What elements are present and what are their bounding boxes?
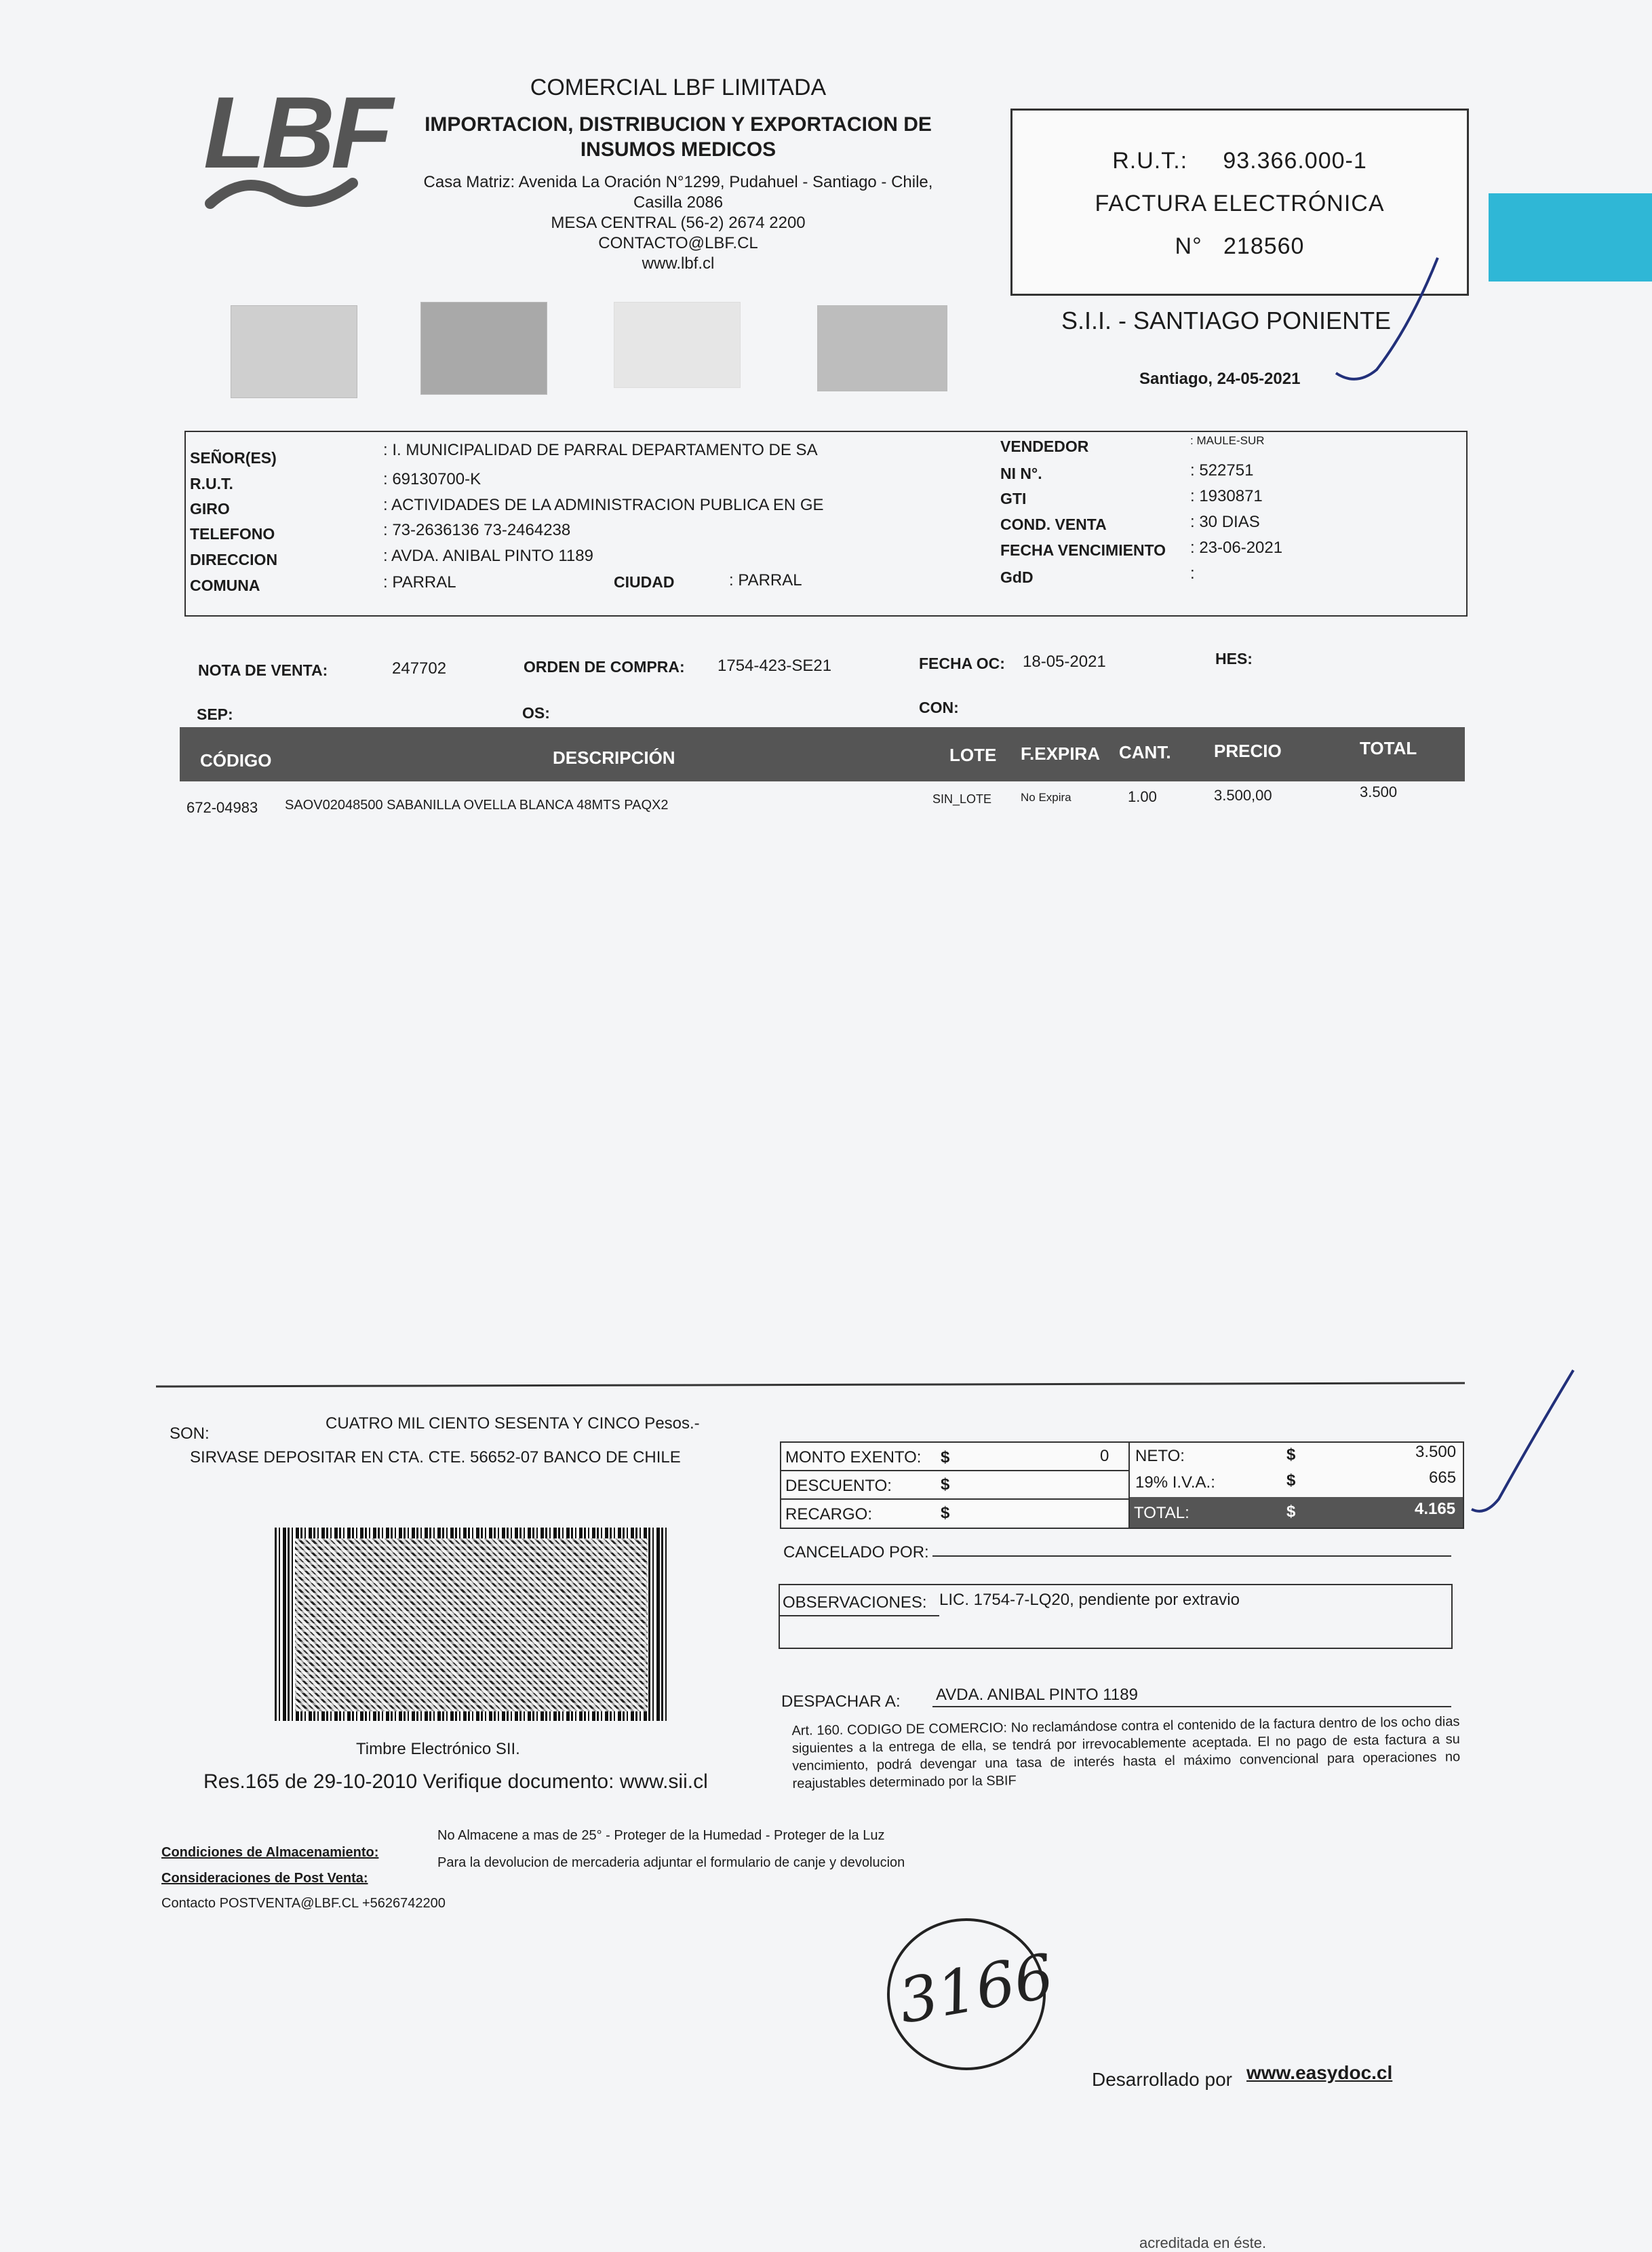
product-image-surgeon	[420, 302, 547, 395]
vencimiento-value: : 23-06-2021	[1190, 539, 1283, 557]
descuento-symbol: $	[941, 1475, 950, 1494]
despachar-label: DESPACHAR A:	[781, 1692, 901, 1711]
company-address-2: Casilla 2086	[633, 193, 724, 212]
obs-value: LIC. 1754-7-LQ20, pendiente por extravio	[939, 1591, 1240, 1609]
recargo-symbol: $	[941, 1504, 950, 1522]
row-precio: 3.500,00	[1214, 787, 1272, 804]
exento-symbol: $	[941, 1448, 950, 1467]
company-web[interactable]: www.lbf.cl	[642, 254, 715, 273]
recargo-label: RECARGO:	[785, 1505, 873, 1523]
neto-symbol: $	[1286, 1445, 1296, 1464]
observaciones-box	[779, 1584, 1453, 1649]
iva-label: 19% I.V.A.:	[1135, 1473, 1215, 1492]
col-lote: LOTE	[949, 745, 997, 765]
resolution-text: Res.165 de 29-10-2010 Verifique documento: www.sii.cl	[203, 1770, 708, 1793]
comuna-value: : PARRAL	[383, 573, 456, 591]
check-mark-icon	[1329, 251, 1451, 393]
separator-line	[156, 1382, 1465, 1387]
company-name: COMERCIAL LBF LIMITADA	[530, 75, 827, 100]
nota-venta-value: 247702	[392, 659, 447, 678]
developed-by-label: Desarrollado por	[1092, 2069, 1232, 2090]
cancelado-line	[932, 1555, 1451, 1557]
orden-compra-value: 1754-423-SE21	[717, 657, 832, 675]
col-fexpira: F.EXPIRA	[1021, 743, 1101, 764]
telefono-value: : 73-2636136 73-2464238	[383, 521, 571, 539]
logo-wave-icon	[203, 170, 359, 217]
orden-compra-label: ORDEN DE COMPRA:	[524, 658, 685, 676]
barcode-pattern	[295, 1538, 648, 1711]
gdd-value: :	[1190, 564, 1195, 583]
neto-value: 3.500	[1415, 1443, 1457, 1461]
col-descripcion: DESCRIPCIÓN	[553, 748, 675, 768]
vencimiento-label: FECHA VENCIMIENTO	[1000, 541, 1166, 559]
totals-check-icon	[1465, 1363, 1587, 1519]
ciudad-value: : PARRAL	[729, 571, 802, 589]
developer-link[interactable]: www.easydoc.cl	[1246, 2062, 1393, 2083]
invoice-number-label: N°	[1175, 233, 1202, 259]
company-activity-1: IMPORTACION, DISTRIBUCION Y EXPORTACION DE	[425, 113, 932, 136]
iva-value: 665	[1429, 1469, 1457, 1487]
direccion-label: DIRECCION	[190, 551, 278, 568]
son-label: SON:	[170, 1424, 210, 1443]
direccion-value: : AVDA. ANIBAL PINTO 1189	[383, 547, 593, 565]
col-cant: CANT.	[1119, 742, 1171, 762]
sep-label: SEP:	[197, 705, 233, 723]
neto-label: NETO:	[1135, 1447, 1185, 1465]
vendedor-value: : MAULE-SUR	[1190, 434, 1265, 447]
os-label: OS:	[522, 704, 550, 722]
client-info-box	[184, 431, 1468, 617]
cancelado-label: CANCELADO POR:	[783, 1543, 929, 1561]
rut-client-label: R.U.T.	[190, 475, 233, 492]
handwritten-number: 3166	[893, 1940, 1059, 2038]
blue-strip	[1489, 193, 1652, 282]
totals-divider-h2	[781, 1498, 1128, 1500]
iva-symbol: $	[1286, 1471, 1296, 1490]
company-activity-2: INSUMOS MEDICOS	[580, 138, 776, 161]
row-desc: SAOV02048500 SABANILLA OVELLA BLANCA 48MTS PAQX2	[285, 798, 669, 813]
senores-label: SEÑOR(ES)	[190, 449, 277, 467]
rut-label: R.U.T.:	[1112, 148, 1188, 174]
total-symbol: $	[1286, 1502, 1296, 1521]
place-date: Santiago, 24-05-2021	[1139, 370, 1301, 388]
exento-value: 0	[1100, 1447, 1109, 1465]
postventa-label: Consideraciones de Post Venta:	[161, 1871, 368, 1886]
obs-label: OBSERVACIONES:	[783, 1593, 927, 1612]
ni-label: NI N°.	[1000, 465, 1042, 482]
despachar-value: AVDA. ANIBAL PINTO 1189	[936, 1686, 1138, 1704]
total-label: TOTAL:	[1134, 1504, 1189, 1522]
totals-divider-h1	[781, 1470, 1128, 1471]
exento-label: MONTO EXENTO:	[785, 1448, 922, 1467]
invoice-type: FACTURA ELECTRÓNICA	[1095, 191, 1385, 216]
total-value: 4.165	[1415, 1500, 1456, 1518]
row-code: 672-04983	[186, 799, 258, 816]
row-lote: SIN_LOTE	[932, 792, 992, 806]
total-row	[1130, 1497, 1463, 1528]
company-phone: MESA CENTRAL (56-2) 2674 2200	[551, 213, 806, 232]
product-image-cloth	[614, 302, 741, 388]
fecha-oc-label: FECHA OC:	[919, 655, 1005, 672]
product-image-device	[817, 305, 947, 391]
sii-office: S.I.I. - SANTIAGO PONIENTE	[1061, 307, 1392, 334]
rut-value: 93.366.000-1	[1223, 148, 1367, 174]
ciudad-label: CIUDAD	[614, 573, 675, 591]
table-row	[186, 780, 1461, 821]
postventa-value: Para la devolucion de mercaderia adjuntar el formulario de canje y devolucion	[437, 1855, 905, 1870]
col-total: TOTAL	[1360, 738, 1417, 758]
col-precio: PRECIO	[1214, 741, 1282, 761]
row-expira: No Expira	[1021, 791, 1071, 804]
hes-label: HES:	[1215, 650, 1253, 667]
lbf-logo: LBF	[203, 75, 389, 189]
senores-value: : I. MUNICIPALIDAD DE PARRAL DEPARTAMENTO DE SA	[383, 441, 818, 459]
descuento-label: DESCUENTO:	[785, 1477, 892, 1495]
col-codigo: CÓDIGO	[200, 750, 272, 771]
postventa-contact: Contacto POSTVENTA@LBF.CL +5626742200	[161, 1896, 446, 1911]
cond-venta-label: COND. VENTA	[1000, 516, 1107, 533]
company-address-1: Casa Matriz: Avenida La Oración N°1299, Pudahuel - Santiago - Chile,	[423, 172, 933, 191]
comuna-label: COMUNA	[190, 577, 260, 594]
electronic-stamp-barcode	[275, 1528, 668, 1721]
telefono-label: TELEFONO	[190, 525, 275, 543]
despachar-line	[932, 1706, 1451, 1707]
con-label: CON:	[919, 699, 959, 716]
company-email: CONTACTO@LBF.CL	[598, 233, 758, 252]
giro-label: GIRO	[190, 500, 230, 518]
giro-value: : ACTIVIDADES DE LA ADMINISTRACION PUBLICA EN GE	[383, 496, 824, 514]
cut-bottom-text: acreditada en éste.	[1139, 2234, 1267, 2251]
deposit-text: SIRVASE DEPOSITAR EN CTA. CTE. 56652-07 BANCO DE CHILE	[190, 1448, 681, 1467]
fecha-oc-value: 18-05-2021	[1023, 653, 1106, 671]
row-total: 3.500	[1360, 783, 1398, 800]
son-text: CUATRO MIL CIENTO SESENTA Y CINCO Pesos.-	[326, 1414, 700, 1433]
vendedor-label: VENDEDOR	[1000, 438, 1089, 455]
almacen-label: Condiciones de Almacenamiento:	[161, 1845, 379, 1860]
product-image-gauze	[231, 305, 357, 398]
invoice-number: 218560	[1223, 233, 1305, 259]
company-header	[393, 73, 963, 274]
nota-venta-label: NOTA DE VENTA:	[198, 661, 328, 679]
obs-underline	[780, 1615, 939, 1616]
almacen-value: No Almacene a mas de 25° - Proteger de la Humedad - Proteger de la Luz	[437, 1828, 885, 1843]
row-cant: 1.00	[1128, 788, 1157, 805]
art-160-note: Art. 160. CODIGO DE COMERCIO: No reclamándose contra el contenido de la factura dentro de los ocho dias siguientes a la entrega de ella, se tendrá por irrevocablemente aceptada. El no pago de esta factura a su vencimiento, podrá devengar una tasa de interés hasta el máximo convencional para operaciones no reajustables determinado por la SBIF	[791, 1714, 1461, 1791]
totals-table	[780, 1441, 1464, 1529]
gdd-label: GdD	[1000, 568, 1034, 586]
items-table-header	[180, 727, 1465, 781]
gti-label: GTI	[1000, 490, 1027, 507]
cond-venta-value: : 30 DIAS	[1190, 513, 1260, 531]
timbre-label: Timbre Electrónico SII.	[356, 1740, 520, 1758]
gti-value: : 1930871	[1190, 487, 1263, 505]
ni-value: : 522751	[1190, 461, 1254, 480]
rut-client-value: : 69130700-K	[383, 470, 481, 488]
